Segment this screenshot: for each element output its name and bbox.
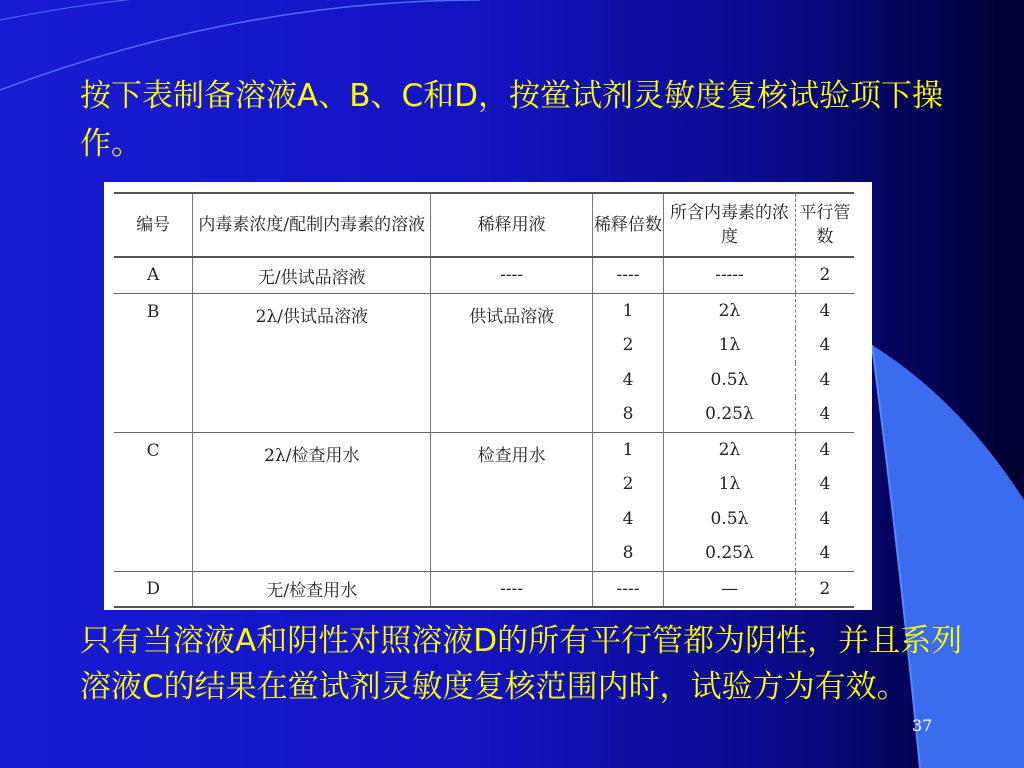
cell-content: 无/检查用水 [193, 571, 431, 607]
cell-concentration: 0.5λ [664, 363, 796, 398]
endotoxin-table-image [104, 182, 872, 610]
cell-diluent: ---- [431, 571, 593, 607]
header-id: 编号 [114, 193, 193, 257]
table-header-row [114, 193, 854, 257]
cell-multiple: ---- [592, 571, 663, 607]
header-parallel-tubes: 平行管数 [795, 193, 854, 257]
header-endotoxin-concentration: 内毒素浓度/配制内毒素的溶液 [193, 193, 431, 257]
cell-concentration: 0.5λ [664, 502, 796, 537]
cell-tubes: 4 [795, 536, 854, 571]
cell-tubes: 2 [795, 257, 854, 293]
cell-content: 无/供试品溶液 [193, 257, 431, 293]
cell-content: 2λ/检查用水 [193, 432, 431, 571]
cell-id: B [114, 293, 193, 432]
intro-paragraph: 按下表制备溶液A、B、C和D，按鲎试剂灵敏度复核试验项下操作。 [80, 78, 943, 162]
cell-tubes: 2 [795, 571, 854, 607]
header-contained-concentration: 所含内毒素的浓度 [664, 193, 796, 257]
table-row [114, 293, 854, 328]
cell-multiple: 8 [592, 536, 663, 571]
cell-concentration: 2λ [664, 432, 796, 467]
cell-concentration: 1λ [664, 467, 796, 502]
cell-concentration: 0.25λ [664, 536, 796, 571]
cell-multiple: 2 [592, 467, 663, 502]
cell-tubes: 4 [819, 508, 831, 529]
table-row [114, 257, 854, 293]
cell-concentration: 2λ [664, 293, 796, 328]
cell-id: C [114, 432, 193, 571]
validity-paragraph: 只有当溶液A和阴性对照溶液D的所有平行管都为阴性，并且系列溶液C的结果在鲎试剂灵敏度复核范围内时，试验方为有效。 [80, 623, 963, 705]
cell-diluent: 检查用水 [431, 432, 593, 571]
table-row [114, 571, 854, 607]
table-row [114, 432, 854, 467]
cell-diluent: ---- [431, 257, 593, 293]
cell-tubes: 4 [819, 369, 831, 390]
cell-tubes: 4 [819, 439, 831, 460]
cell-multiple: ---- [592, 257, 663, 293]
cell-concentration: 1λ [664, 328, 796, 363]
cell-concentration: — [664, 571, 796, 607]
cell-tubes: 4 [795, 397, 854, 432]
cell-multiple: 4 [592, 502, 663, 537]
cell-multiple: 4 [592, 363, 663, 398]
cell-id: A [114, 257, 193, 293]
cell-multiple: 2 [592, 328, 663, 363]
cell-tubes: 4 [819, 300, 831, 321]
page-number: 37 [912, 716, 933, 735]
solution-preparation-table [114, 192, 854, 608]
cell-diluent: 供试品溶液 [431, 293, 593, 432]
header-dilution-multiple: 稀释倍数 [592, 193, 663, 257]
cell-multiple: 1 [592, 432, 663, 467]
header-diluent: 稀释用液 [431, 193, 593, 257]
cell-tubes: 4 [819, 474, 831, 495]
cell-multiple: 1 [592, 293, 663, 328]
cell-concentration: 0.25λ [664, 397, 796, 432]
cell-concentration: ----- [664, 257, 796, 293]
cell-content: 2λ/供试品溶液 [193, 293, 431, 432]
cell-id: D [114, 571, 193, 607]
cell-multiple: 8 [592, 397, 663, 432]
cell-tubes: 4 [819, 335, 831, 356]
decorative-arc [0, 0, 330, 20]
